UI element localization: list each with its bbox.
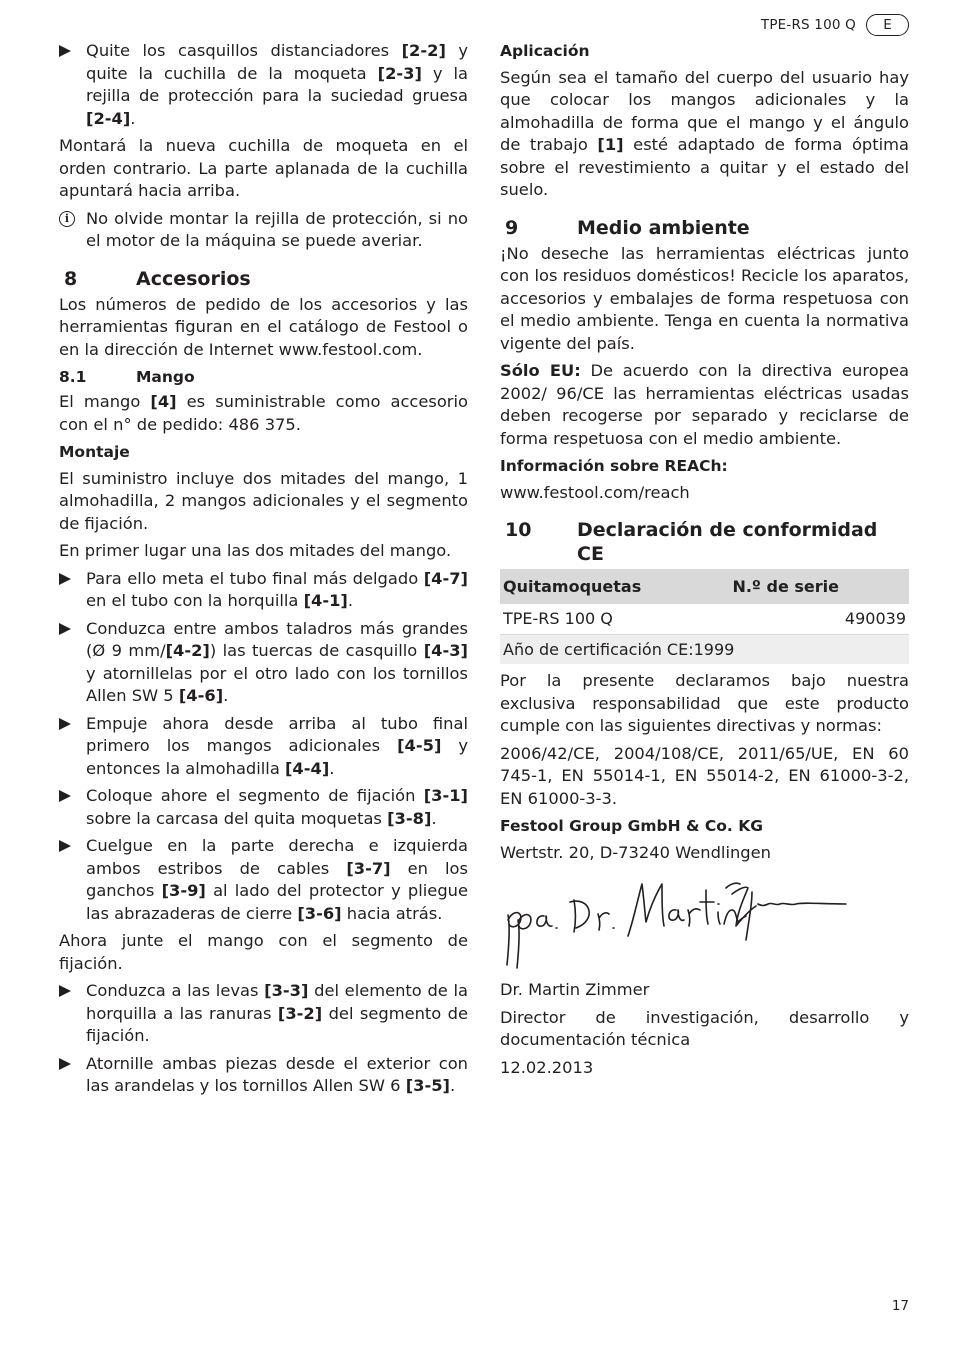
page-header [761, 13, 909, 37]
instruction-step [59, 713, 468, 781]
standards-list: 2006/42/CE, 2004/108/CE, 2011/65/UE, EN 60 745-1, EN 55014-1, EN 55014-2, EN 61000-3-2, EN 61000-3-3. [500, 743, 909, 808]
info-icon: i [59, 208, 86, 253]
section-heading [500, 518, 909, 566]
table-header-product: Quitamoquetas [500, 569, 732, 604]
step-text: Empuje ahora desde arriba al tubo final primero los mangos adicionales [4-5] y entonces la almohadilla [4-4]. [86, 713, 468, 778]
step-text: Coloque ahore el segmento de fijación [3-1] sobre la carcasa del quita moquetas [3-8]. [86, 786, 468, 828]
instruction-step [59, 835, 468, 925]
table-row [500, 604, 909, 634]
instruction-step [59, 980, 468, 1048]
arrow-bullet-icon [59, 785, 86, 830]
certification-year-cell: Año de certificación CE:1999 [500, 634, 909, 664]
reach-heading: Información sobre REACh: [500, 457, 728, 475]
subsection-heading [59, 366, 468, 388]
arrow-bullet-icon [59, 713, 86, 781]
arrow-bullet-icon [59, 980, 86, 1048]
subsection-title: Mango [136, 368, 195, 386]
section-number: 8 [64, 267, 78, 290]
paragraph: El mango [4] es suministrable como accesorio con el n° de pedido: 486 375. [59, 392, 468, 434]
paragraph: Según sea el tamaño del cuerpo del usuario hay que colocar los mangos adicionales y la almohadilla de forma que el mango y el ángulo de trabajo [1] esté adaptado de forma óptima sobre el revestimiento a quitar y el estado del suelo. [500, 67, 909, 199]
montaje-heading: Montaje [59, 443, 130, 461]
signature-date: 12.02.2013 [500, 1057, 594, 1077]
table-header-row [500, 569, 909, 604]
instruction-step [59, 568, 468, 613]
aplicacion-heading: Aplicación [500, 42, 590, 60]
table-header-serial: N.º de serie [732, 569, 909, 604]
arrow-bullet-icon [59, 40, 86, 130]
section-heading [59, 267, 468, 291]
table-row [500, 634, 909, 664]
company-name: Festool Group GmbH & Co. KG [500, 817, 763, 835]
step-text: Conduzca a las levas [3-3] del elemento de la horquilla a las ranuras [3-2] del segmento de fijación. [86, 981, 468, 1045]
arrow-bullet-icon [59, 568, 86, 613]
step-text: Para ello meta el tubo final más delgado [4-7] en el tubo con la horquilla [4-1]. [86, 568, 468, 610]
info-note [59, 208, 468, 253]
company-address: Wertstr. 20, D-73240 Wendlingen [500, 842, 771, 862]
subsection-number: 8.1 [59, 368, 87, 386]
paragraph: El suministro incluye dos mitades del mango, 1 almohadilla, 2 mangos adicionales y el segmento de fijación. [59, 468, 468, 533]
section-title: Accesorios [136, 267, 251, 290]
paragraph: Los números de pedido de los accesorios y las herramientas figuran en el catálogo de Festool o en la dirección de Internet www.festool.com. [59, 294, 468, 359]
paragraph: ¡No deseche las herramientas eléctricas junto con los residuos domésticos! Recicle los aparatos, accesorios y embalajes de forma respetuosa con el medio ambiente. Tenga en cuenta la normativa vigente del país. [500, 243, 909, 353]
paragraph: Ahora junte el mango con el segmento de fijación. [59, 931, 468, 973]
section-number: 9 [505, 216, 519, 239]
step-text: Atornille ambas piezas desde el exterior con las arandelas y los tornillos Allen SW 6 [3-5]. [86, 1053, 468, 1095]
section-title: Medio ambiente [577, 216, 750, 239]
right-column [500, 40, 909, 1079]
instruction-step [59, 618, 468, 708]
arrow-bullet-icon [59, 1053, 86, 1098]
model-name: TPE-RS 100 Q [760, 17, 856, 33]
paragraph: Sólo EU: De acuerdo con la directiva europea 2002/ 96/CE las herramientas eléctricas usadas deben recogerse por separado y reciclarse de forma respetuosa con el medio ambiente. [500, 361, 909, 448]
instruction-step [59, 40, 468, 130]
step-text: Quite los casquillos distanciadores [2-2] y quite la cuchilla de la moqueta [2-3] y la rejilla de protección para la suciedad gruesa [2-4]. [86, 41, 468, 128]
section-title: Declaración de conformidad CE [577, 519, 878, 565]
arrow-bullet-icon [59, 835, 86, 925]
instruction-step [59, 785, 468, 830]
note-text: No olvide montar la rejilla de protección, si no el motor de la máquina se puede averiar. [86, 208, 468, 250]
language-badge: E [866, 14, 909, 36]
instruction-step [59, 1053, 468, 1098]
paragraph: En primer lugar una las dos mitades del mango. [59, 541, 452, 560]
section-heading [500, 216, 909, 240]
signer-role: Director de investigación, desarrollo y documentación técnica [500, 1007, 909, 1049]
signer-name: Dr. Martin Zimmer [500, 980, 650, 999]
step-text: Conduzca entre ambos taladros más grandes (Ø 9 mm/[4-2]) las tuercas de casquillo [4-3] y atornillelas por el otro lado con los tornillos Allen SW 5 [4-6]. [86, 618, 468, 705]
left-column [59, 40, 468, 1103]
signature-image [500, 870, 860, 975]
step-text: Cuelgue en la parte derecha e izquierda ambos estribos de cables [3-7] en los ganchos [3-9] al lado del protector y pliegue las abrazaderas de cierre [3-6] hacia atrás. [86, 836, 468, 923]
arrow-bullet-icon [59, 618, 86, 708]
section-number: 10 [505, 519, 532, 541]
reach-url: www.festool.com/reach [500, 482, 690, 502]
paragraph: Montará la nueva cuchilla de moqueta en el orden contrario. La parte aplanada de la cuchilla apuntará hacia arriba. [59, 136, 468, 200]
serial-cell: 490039 [732, 604, 909, 634]
paragraph: Por la presente declaramos bajo nuestra exclusiva responsabilidad que este producto cumple con las siguientes directivas y normas: [500, 671, 909, 735]
page-number: 17 [891, 1298, 909, 1314]
conformity-table [500, 569, 909, 664]
product-cell: TPE-RS 100 Q [500, 604, 732, 634]
